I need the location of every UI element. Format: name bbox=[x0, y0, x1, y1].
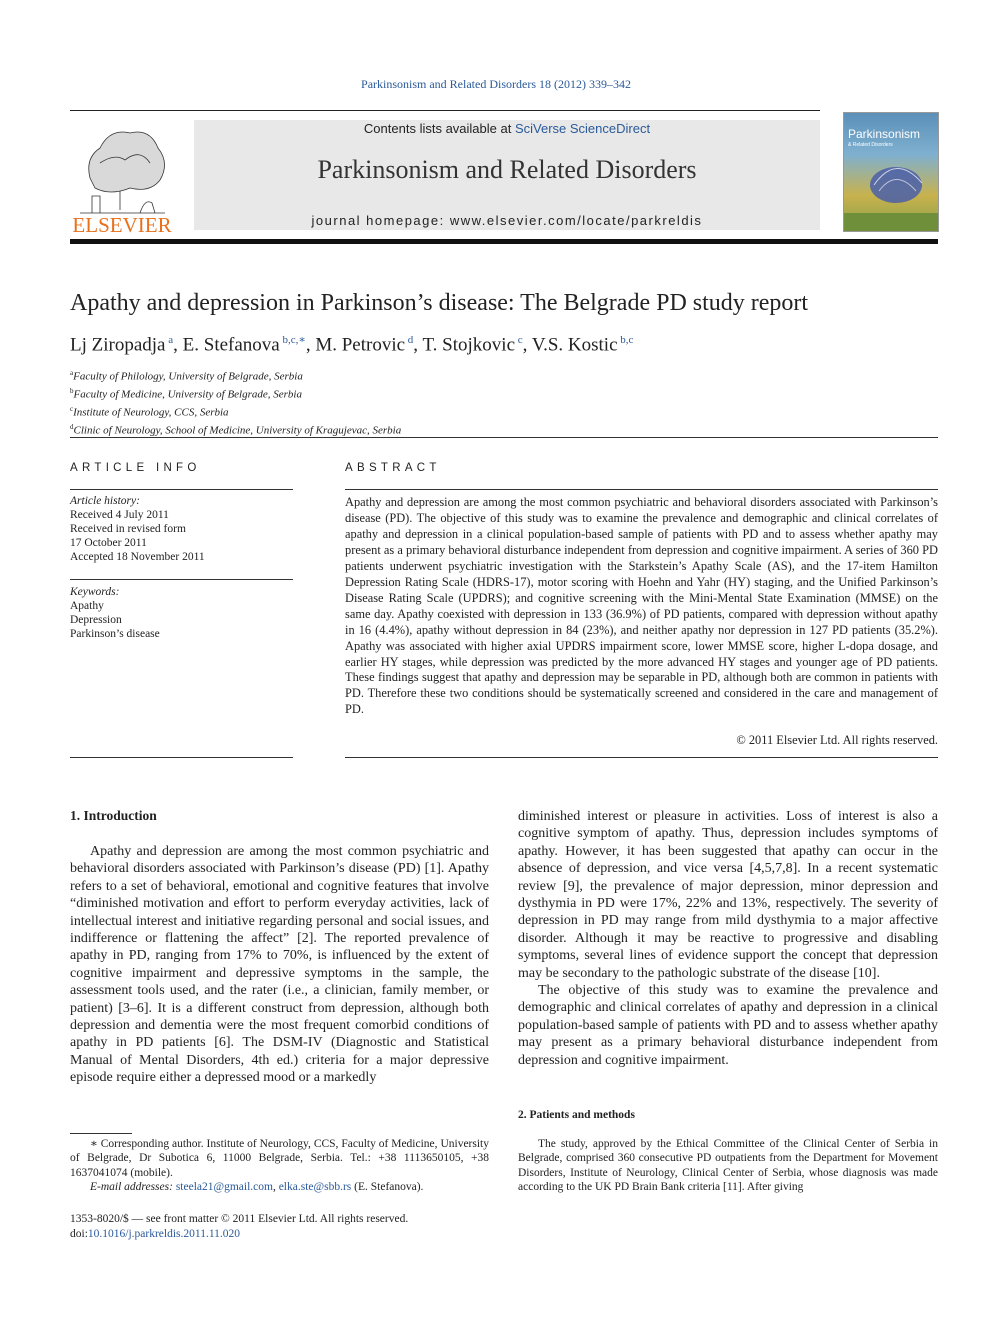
history-entry: Received 4 July 2011 bbox=[70, 509, 169, 521]
affiliation-list bbox=[70, 366, 770, 439]
abstract-text: Apathy and depression are among the most common psychiatric and behavioral disorders associated with Parkinson’s disease (PD). The objective of this study was to examine the prevalence and demographic and clinical correlates of apathy and depression in a clinical population-based sample of patients with PD and to assess whether apathy may present as a primary behavioral disturbance independent from depression and cognitive impairment. A series of 360 PD patients underwent psychiatric investigation with the Starkstein’s Apathy Scale (AS), and the 17-item Hamilton Depression Rating Scale (HDRS-17), motor scoring with Hoehn and Yahr (HY) staging, and the Unified Parkinson’s Disease Rating Scale (UPDRS); and cognitive screening with the Mini-Mental State Examination (MMSE) on the same day. Apathy coexisted with depression in 133 (36.9%) of PD patients, compared with depression without apathy in 16 (4.4%), apathy without depression in 84 (23%), and neither apathy nor depression in 127 PD patients (35.2%). Apathy was associated with higher axial UPDRS impairment score, lower MMSE score, higher L-dopa dosage, and earlier HY stages, while depression was predicted by the more advanced HY stages and younger age of PD patients. These findings suggest that apathy and depression may be separable in PD, although both are common in patients with PD. Therefore these two conditions should be systematically screened and considered in the care and management of PD. bbox=[345, 495, 938, 717]
author-affiliation-marker[interactable]: d bbox=[405, 334, 414, 346]
history-entry: 17 October 2011 bbox=[70, 537, 147, 549]
author-affiliation-marker[interactable]: c bbox=[515, 334, 523, 346]
header-divider bbox=[70, 110, 820, 111]
homepage-link[interactable]: www.elsevier.com/locate/parkreldis bbox=[449, 213, 703, 228]
keyword: Depression bbox=[70, 614, 122, 626]
keyword: Apathy bbox=[70, 600, 104, 612]
author-name: V.S. Kostic bbox=[531, 334, 618, 356]
paragraph: diminished interest or pleasure in activities. Loss of interest is also a cognitive symptom of apathy. Thus, depression includes symptoms of apathy. However, it has been suggested that apathy can occur in the absence of depression, and vice versa [4,5,7,8]. In a recent systematic review [9], the prevalence of major depression, minor depression and dysthymia in PD were 17%, 22% and 13%, respectively. The severity of depression in PD may range from mild dysthymia to a major affective disorder. Although it may be reactive to progressive and disabling symptoms, several lines of evidence support the concept that depression may be secondary to the pathologic substrate of the disease [10]. bbox=[518, 809, 938, 981]
author-name: T. Stojkovic bbox=[422, 334, 516, 356]
keyword: Parkinson’s disease bbox=[70, 628, 160, 640]
contents-prefix: Contents lists available at bbox=[363, 121, 515, 136]
author-affiliation-marker[interactable]: a bbox=[165, 334, 174, 346]
history-entry: Received in revised form bbox=[70, 523, 186, 535]
corresponding-author-footnote: ∗ Corresponding author. Institute of Neurology, CCS, Faculty of Medicine, University of Belgrade, Dr Subotica 6, 11000 Belgrade, Serbia. Tel.: +38 1113650105, +38 1637041074 (mobile). E-mail addresses: steela21@gmail.com, elka.ste@sbb.rs (E. Stefanova). bbox=[70, 1138, 489, 1193]
journal-citation[interactable]: Parkinsonism and Related Disorders 18 (2012) 339–342 bbox=[361, 77, 631, 91]
keywords-label: Keywords: bbox=[70, 586, 120, 598]
affiliation: $^b$Faculty of Medicine, University of Belgrade, Serbia bbox=[70, 387, 302, 401]
header-thick-divider bbox=[70, 239, 938, 244]
affiliation: $^a$Faculty of Philology, University of Belgrade, Serbia bbox=[70, 369, 303, 383]
journal-name: Parkinsonism and Related Disorders bbox=[317, 155, 697, 184]
paragraph: The study, approved by the Ethical Committee of the Clinical Center of Serbia in Belgrade, comprised 360 consecutive PD outpatients from the Department for Movement Disorders, Institute of Neurology, Clinical Center of Serbia, whose diagnosis was made according to the UK PD Brain Bank criteria [11]. After giving bbox=[518, 1138, 938, 1193]
author-affiliation-marker[interactable]: b,c,∗ bbox=[279, 334, 306, 346]
affiliation: $^c$Institute of Neurology, CCS, Serbia bbox=[70, 405, 229, 419]
abstract-copyright: © 2011 Elsevier Ltd. All rights reserved. bbox=[736, 733, 938, 747]
issn-line: 1353-8020/$ — see front matter © 2011 Elsevier Ltd. All rights reserved. bbox=[70, 1213, 409, 1225]
paragraph: The objective of this study was to examine the prevalence and demographic and clinical correlates of apathy and depression in a clinical population-based sample of patients with PD and to assess whether apathy may present as a primary behavioral disturbance independent from depression and cognitive impairment. bbox=[518, 983, 938, 1068]
affiliation-key: a bbox=[70, 369, 74, 377]
article-info-rule bbox=[70, 579, 293, 580]
journal-homepage bbox=[194, 213, 820, 228]
footnote-rule bbox=[70, 1133, 132, 1134]
article-info-rule bbox=[70, 489, 293, 490]
history-label: Article history: bbox=[70, 495, 140, 507]
author-name: E. Stefanova bbox=[182, 334, 280, 356]
doi-prefix: doi: bbox=[70, 1228, 88, 1240]
email-label: E-mail addresses: bbox=[90, 1180, 176, 1193]
section-heading-introduction: 1. Introduction bbox=[70, 808, 157, 823]
email-link[interactable]: steela21@gmail.com bbox=[175, 1180, 273, 1193]
front-matter-notice bbox=[70, 1212, 489, 1242]
abstract-rule bbox=[345, 757, 938, 758]
article-info-rule bbox=[70, 757, 293, 758]
body-column-right bbox=[518, 808, 938, 1069]
doi-link[interactable]: 10.1016/j.parkreldis.2011.11.020 bbox=[87, 1228, 241, 1240]
cover-title: Parkinsonism bbox=[848, 127, 921, 141]
cover-subtitle: & Related Disorders bbox=[848, 142, 893, 148]
history-entry: Accepted 18 November 2011 bbox=[70, 551, 205, 563]
email-link[interactable]: elka.ste@sbb.rs bbox=[278, 1180, 352, 1193]
affiliation-key: b bbox=[70, 387, 74, 396]
abstract-rule bbox=[345, 489, 938, 490]
contents-line bbox=[194, 121, 820, 136]
affiliation: $^d$Clinic of Neurology, School of Medicine, University of Kragujevac, Serbia bbox=[70, 423, 402, 438]
article-title: Apathy and depression in Parkinson’s disease: The Belgrade PD study report bbox=[70, 290, 809, 316]
article-info-heading: ARTICLE INFO bbox=[70, 462, 201, 474]
homepage-prefix: journal homepage: bbox=[311, 213, 450, 228]
keywords-block bbox=[70, 585, 293, 641]
affiliation-key: c bbox=[70, 405, 74, 414]
author-name: Lj Ziropadja bbox=[70, 334, 166, 356]
article-history bbox=[70, 494, 293, 564]
section-heading-methods: 2. Patients and methods bbox=[518, 1109, 635, 1121]
title-divider bbox=[70, 437, 938, 438]
sciencedirect-link[interactable]: SciVerse ScienceDirect bbox=[514, 121, 651, 136]
body-methods-text bbox=[518, 1137, 938, 1194]
paragraph: Apathy and depression are among the most common psychiatric and behavioral disorders associated with Parkinson’s disease (PD) [1]. Apathy refers to a set of behavioral, emotional and cognitive features that involve “diminished motivation and effort to perform everyday activities, lack of intellectual interest and initiative regarding personal and social issues, and indifference or flattening the affect” [2]. The reported prevalence of apathy in PD, ranging from 17% to 70%, is influenced by the extent of cognitive impairment and depressive symptoms in the sample, the assessment tools used, and the rater (i.e., a clinician, family member, or patient) [3–6]. It is a different construct from depression, although both depression and dementia were the most frequent comorbid conditions of apathy in PD patients [6]. The DSM-IV (Diagnostic and Statistical Manual of Mental Disorders, 4th ed.) criteria for a major depressive episode require either a depressed mood or a markedly bbox=[70, 844, 489, 1086]
author-affiliation-marker[interactable]: b,c bbox=[617, 334, 634, 346]
corresponding-author-text: ∗ Corresponding author. Institute of Neurology, CCS, Faculty of Medicine, University of Belgrade, Dr Subotica 6, 11000 Belgrade, Serbia. Tel.: +38 1113650105, +38 1637041074 (mobile). bbox=[70, 1138, 489, 1179]
affiliation-key: d bbox=[70, 423, 74, 432]
author-list: Lj Ziropadja $^a$, E. Stefanova $^{b,c,∗}$, M. Petrovic $^d$, T. Stojkovic $^c$, V.S. Kostic $^{b,c}$ bbox=[70, 334, 634, 356]
abstract-heading: ABSTRACT bbox=[345, 462, 441, 474]
elsevier-wordmark: ELSEVIER bbox=[72, 213, 172, 237]
email-suffix: (E. Stefanova). bbox=[351, 1180, 424, 1193]
body-column-left bbox=[70, 843, 489, 1087]
author-name: M. Petrovic bbox=[315, 334, 406, 356]
journal-cover-thumbnail[interactable] bbox=[843, 112, 939, 232]
